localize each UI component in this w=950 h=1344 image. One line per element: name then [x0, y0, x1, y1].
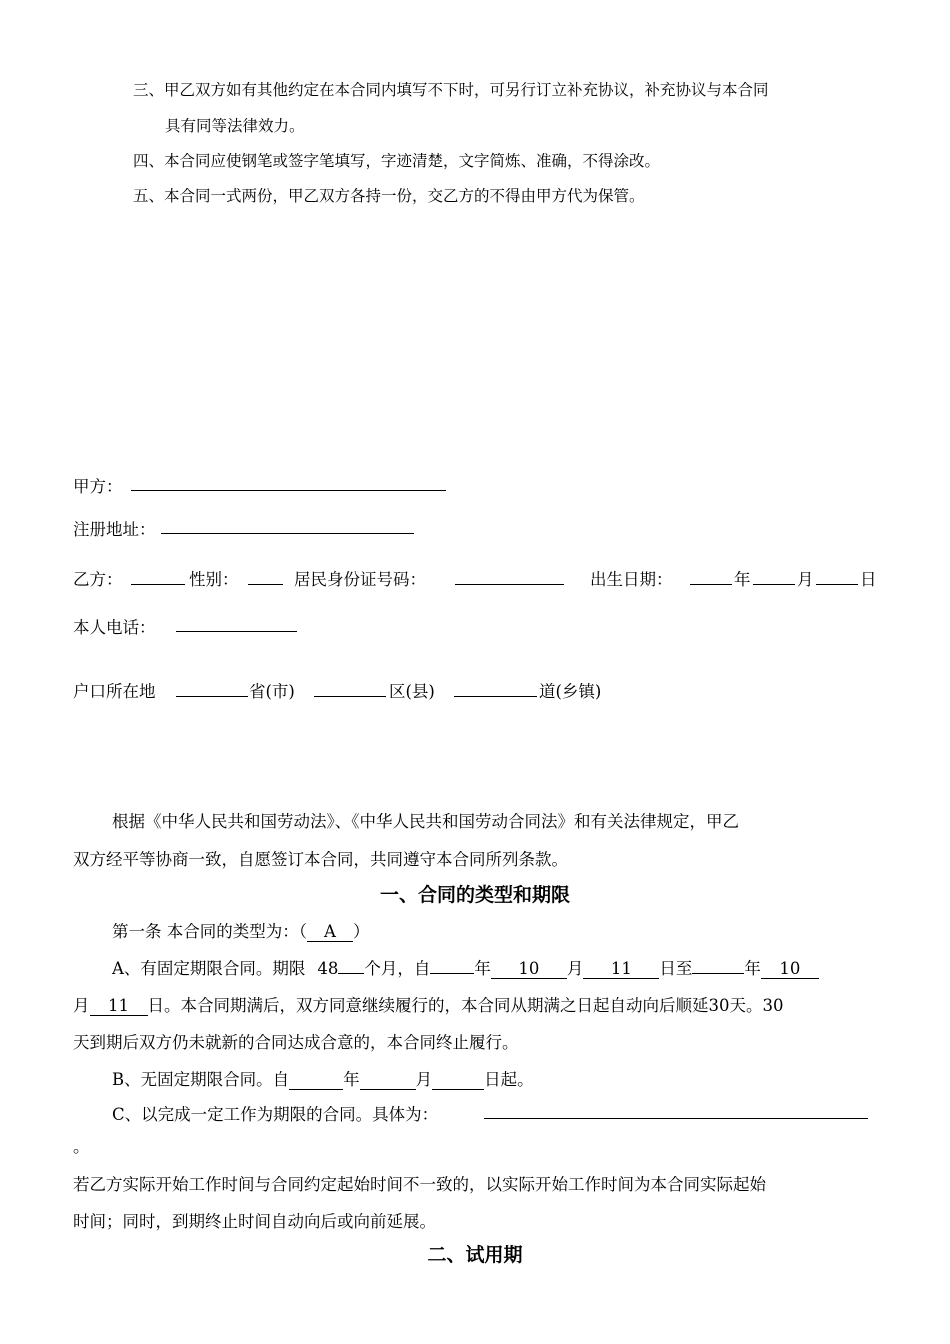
preamble-line1: 根据《中华人民共和国劳动法》、《中华人民共和国劳动合同法》和有关法律规定，甲乙 [112, 812, 739, 831]
preamble-line2: 双方经平等协商一致，自愿签订本合同，共同遵守本合同所列条款。 [73, 850, 568, 869]
party-b-label: 乙方： [73, 570, 123, 589]
option-a-prefix: A、有固定期限合同。期限 [112, 959, 306, 978]
birth-day-label: 日 [860, 570, 877, 589]
b-month-field[interactable] [360, 1071, 416, 1090]
option-b-prefix: B、无固定期限合同。自 [112, 1070, 290, 1089]
start-day-field[interactable]: 11 [583, 960, 659, 979]
party-b-field[interactable] [131, 584, 185, 585]
start-year-field[interactable] [430, 973, 474, 974]
start-month-label: 月 [566, 959, 584, 978]
street-label: 道(乡镇) [539, 682, 602, 701]
b-day-label: 日起。 [484, 1070, 534, 1089]
article-1-prefix: 第一条 本合同的类型为：（ [112, 922, 307, 941]
b-month-label: 月 [415, 1070, 433, 1089]
start-year-label: 年 [474, 959, 491, 978]
option-c-field[interactable] [484, 1118, 868, 1119]
start-day-to-label: 日至 [659, 959, 693, 978]
option-a-line1 [112, 955, 819, 979]
term-months-value[interactable]: 48 [317, 959, 339, 978]
phone-label: 本人电话： [73, 618, 156, 637]
option-a-line3: 天到期后双方仍未就新的合同达成合意的，本合同终止履行。 [73, 1033, 519, 1052]
start-time-note-line1: 若乙方实际开始工作时间与合同约定起始时间不一致的，以实际开始工作时间为本合同实际起始 [73, 1175, 766, 1194]
b-day-field[interactable] [432, 1071, 484, 1090]
end-month-field[interactable]: 10 [761, 960, 819, 979]
term-underline [338, 973, 364, 974]
end-month-label: 月 [73, 996, 90, 1015]
district-label: 区(县) [389, 682, 435, 701]
birth-year-field[interactable] [690, 584, 732, 585]
end-year-label: 年 [744, 959, 761, 978]
birth-year-label: 年 [734, 570, 751, 589]
article-1 [112, 918, 370, 942]
contract-type-value[interactable]: A [307, 923, 353, 942]
phone-field[interactable] [176, 631, 297, 632]
b-year-label: 年 [343, 1070, 360, 1089]
gender-field[interactable] [248, 584, 283, 585]
id-field[interactable] [455, 584, 564, 585]
section-1-title: 一、合同的类型和期限 [379, 884, 570, 906]
section-2-title: 二、试用期 [427, 1244, 523, 1266]
district-field[interactable] [314, 696, 386, 697]
birth-month-field[interactable] [753, 584, 795, 585]
option-a-months: 个月，自 [364, 959, 431, 978]
province-field[interactable] [176, 696, 248, 697]
birth-label: 出生日期： [590, 570, 673, 589]
start-time-note-line2: 时间；同时，到期终止时间自动向后或向前延展。 [73, 1212, 436, 1231]
address-field[interactable] [161, 533, 414, 534]
note-3-line2: 具有同等法律效力。 [165, 117, 305, 135]
note-4: 四、本合同应使钢笔或签字笔填写，字迹清楚，文字简炼、准确，不得涂改。 [133, 152, 661, 170]
hukou-label: 户口所在地 [73, 682, 156, 701]
option-a-line2 [73, 992, 784, 1016]
start-month-field[interactable]: 10 [491, 960, 567, 979]
party-a-label: 甲方： [73, 477, 123, 496]
note-3-line1: 三、甲乙双方如有其他约定在本合同内填写不下时，可另行订立补充协议，补充协议与本合同 [133, 81, 769, 99]
gender-label: 性别： [189, 570, 239, 589]
id-label: 居民身份证号码： [294, 570, 426, 589]
option-c-text: C、以完成一定工作为期限的合同。具体为： [112, 1105, 439, 1124]
address-label: 注册地址： [73, 520, 156, 539]
option-c-end: 。 [73, 1137, 90, 1156]
option-b [112, 1066, 534, 1090]
note-5: 五、本合同一式两份，甲乙双方各持一份，交乙方的不得由甲方代为保管。 [133, 187, 645, 205]
end-year-field[interactable] [692, 973, 744, 974]
birth-day-field[interactable] [816, 584, 858, 585]
b-year-field[interactable] [289, 1071, 343, 1090]
party-a-field[interactable] [131, 490, 446, 491]
birth-month-label: 月 [797, 570, 814, 589]
end-day-field[interactable]: 11 [90, 997, 148, 1016]
article-1-suffix: ） [353, 922, 370, 941]
street-field[interactable] [454, 696, 537, 697]
province-label: 省(市) [249, 682, 295, 701]
option-a-rest: 日。本合同期满后，双方同意继续履行的，本合同从期满之日起自动向后顺延30天。30 [147, 996, 784, 1015]
